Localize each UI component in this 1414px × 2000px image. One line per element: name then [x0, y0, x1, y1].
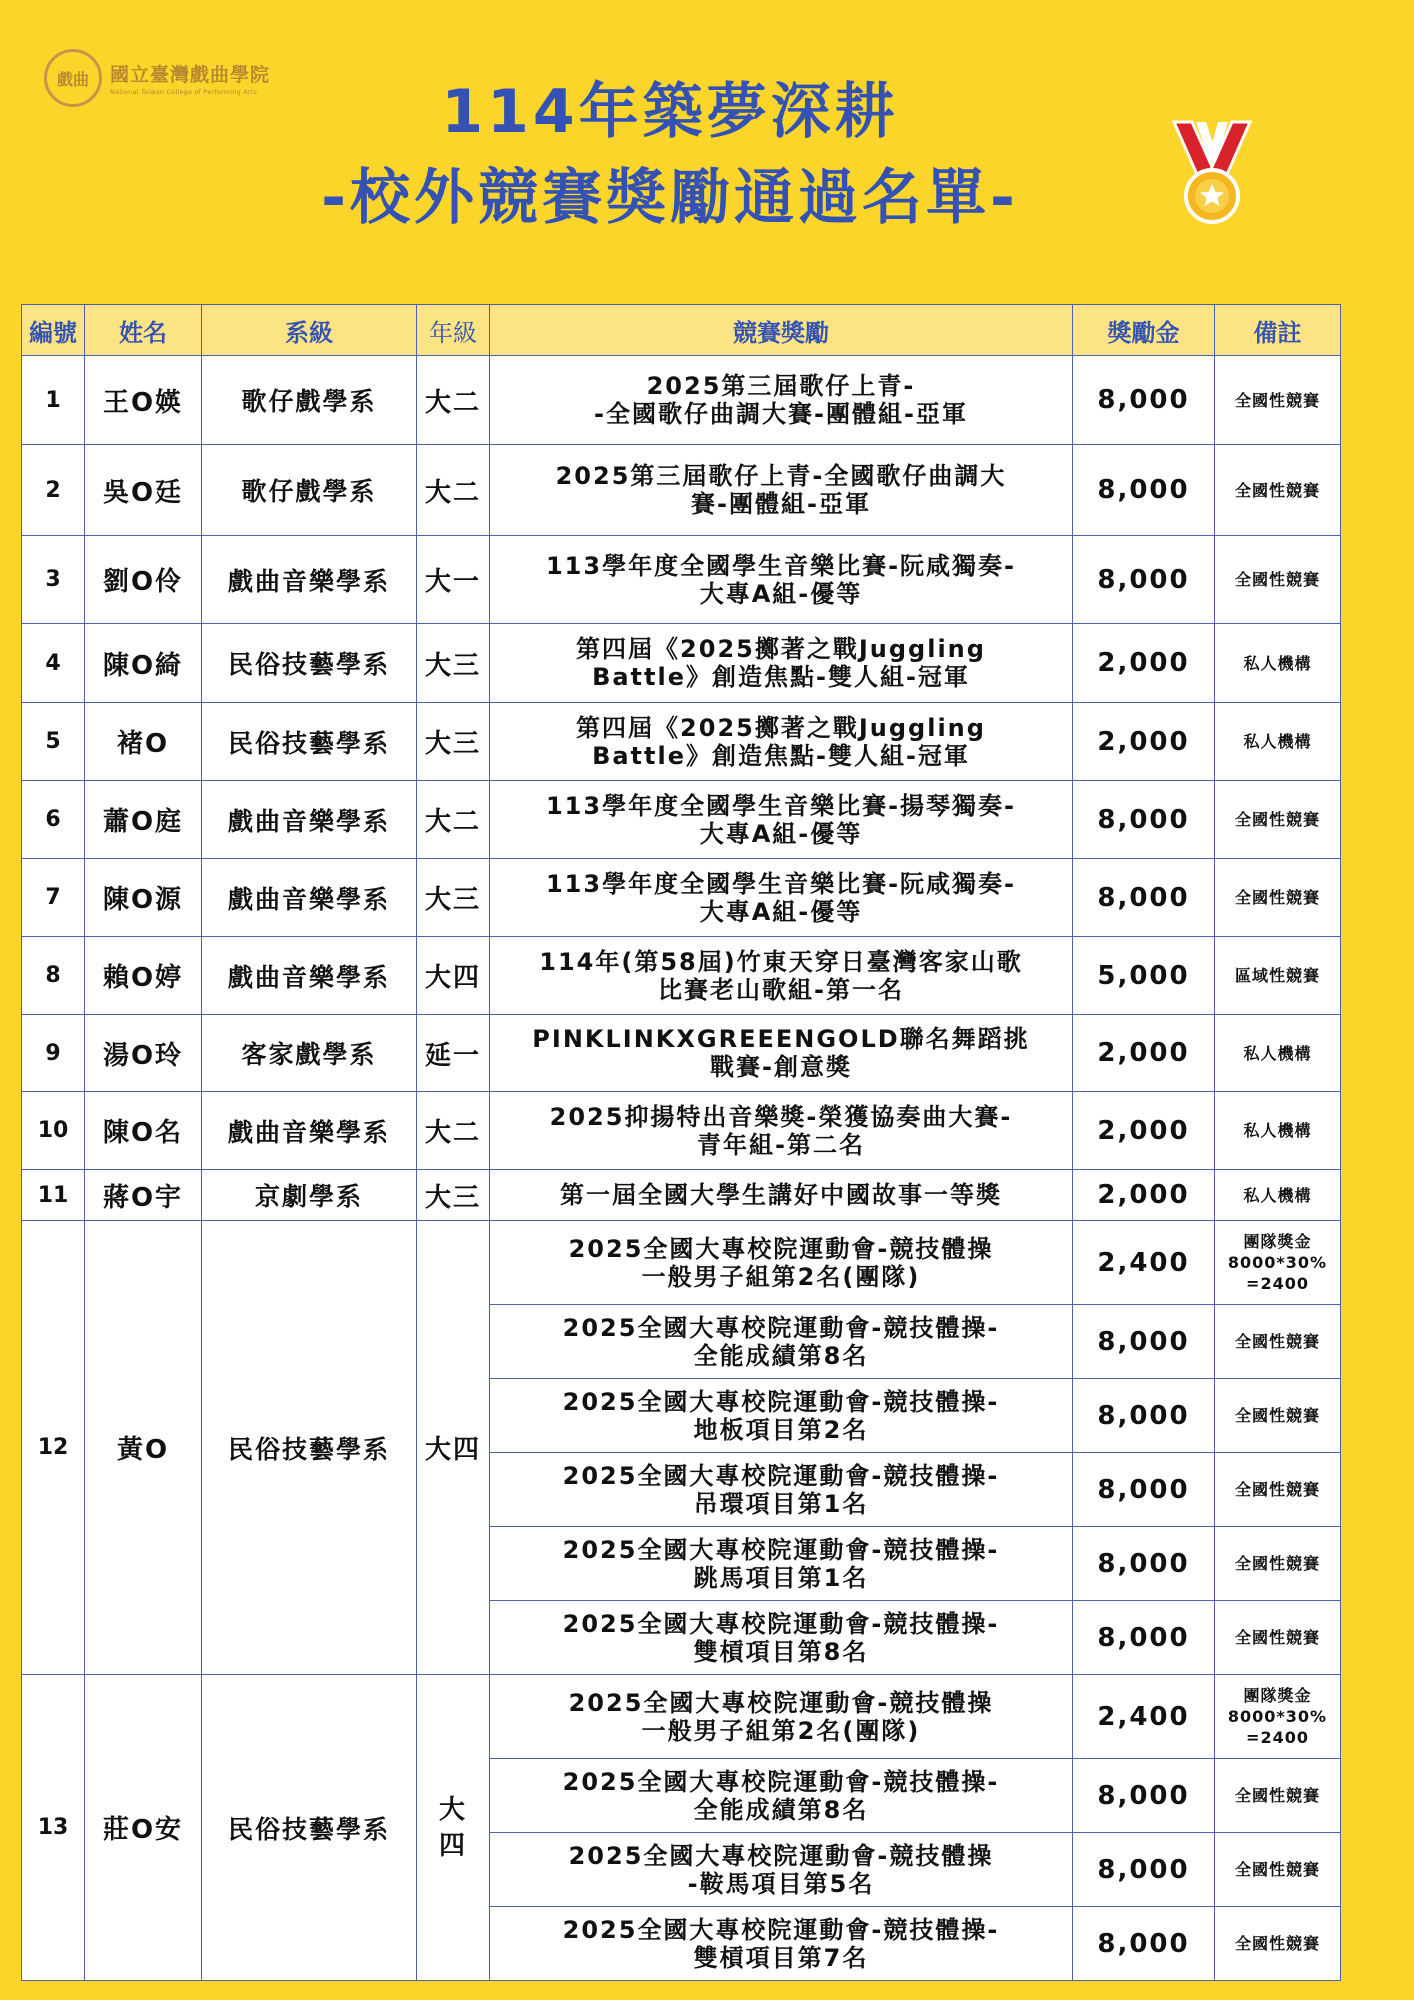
award-amount: 8,000 [1073, 536, 1215, 624]
award-description: 2025第三屆歌仔上青- -全國歌仔曲調大賽-團體組-亞軍 [490, 356, 1073, 445]
award-amount: 8,000 [1073, 781, 1215, 859]
grade: 大二 [417, 1092, 490, 1170]
student-name: 陳O綺 [85, 624, 202, 703]
grade: 大四 [417, 1221, 490, 1675]
note: 私人機構 [1215, 703, 1341, 781]
note: 全國性競賽 [1215, 536, 1341, 624]
row-number: 13 [22, 1675, 85, 1981]
department: 民俗技藝學系 [202, 703, 417, 781]
department: 戲曲音樂學系 [202, 1092, 417, 1170]
award-amount: 2,000 [1073, 703, 1215, 781]
grade: 大三 [417, 1170, 490, 1221]
award-description: 2025全國大專校院運動會-競技體操- 地板項目第2名 [490, 1379, 1073, 1453]
col-header-no: 編號 [22, 305, 85, 356]
col-header-amount: 獎勵金 [1073, 305, 1215, 356]
row-number: 10 [22, 1092, 85, 1170]
award-description: 第一屆全國大學生講好中國故事一等獎 [490, 1170, 1073, 1221]
row-number: 6 [22, 781, 85, 859]
table-row [22, 536, 1341, 624]
award-description: 114年(第58屆)竹東天穿日臺灣客家山歌 比賽老山歌組-第一名 [490, 937, 1073, 1015]
note: 全國性競賽 [1215, 1759, 1341, 1833]
note: 全國性競賽 [1215, 781, 1341, 859]
college-seal-icon: 戲曲 [44, 49, 102, 107]
award-description: 113學年度全國學生音樂比賽-阮咸獨奏- 大專A組-優等 [490, 536, 1073, 624]
note: 全國性競賽 [1215, 1305, 1341, 1379]
award-amount: 8,000 [1073, 1759, 1215, 1833]
award-description: 2025全國大專校院運動會-競技體操- 雙槓項目第7名 [490, 1907, 1073, 1981]
college-name: 國立臺灣戲曲學院 [110, 64, 271, 86]
row-number: 11 [22, 1170, 85, 1221]
note: 團隊獎金 8000*30% =2400 [1215, 1675, 1341, 1759]
student-name: 賴O婷 [85, 937, 202, 1015]
grade: 大三 [417, 703, 490, 781]
award-amount: 8,000 [1073, 859, 1215, 937]
grade: 大一 [417, 536, 490, 624]
medal-icon [1170, 118, 1254, 228]
note: 全國性競賽 [1215, 1527, 1341, 1601]
row-number: 4 [22, 624, 85, 703]
award-amount: 8,000 [1073, 1453, 1215, 1527]
student-name: 褚O [85, 703, 202, 781]
grade [417, 1675, 490, 1981]
note: 團隊獎金 8000*30% =2400 [1215, 1221, 1341, 1305]
award-amount: 2,000 [1073, 624, 1215, 703]
row-number: 7 [22, 859, 85, 937]
award-description: 第四屆《2025擲著之戰Juggling Battle》創造焦點-雙人組-冠軍 [490, 703, 1073, 781]
award-amount: 8,000 [1073, 1379, 1215, 1453]
row-number: 1 [22, 356, 85, 445]
page-title-line2: -校外競賽獎勵通過名單- [321, 163, 1019, 233]
table-row [22, 1675, 1341, 1759]
note: 私人機構 [1215, 624, 1341, 703]
note: 私人機構 [1215, 1170, 1341, 1221]
student-name: 劉O伶 [85, 536, 202, 624]
table-row [22, 1015, 1341, 1092]
department: 民俗技藝學系 [202, 624, 417, 703]
college-name-en: National Taiwan College of Performing Arts [110, 88, 258, 96]
award-description: 113學年度全國學生音樂比賽-揚琴獨奏- 大專A組-優等 [490, 781, 1073, 859]
student-name: 莊O安 [85, 1675, 202, 1981]
student-name: 蔣O宇 [85, 1170, 202, 1221]
page-title-line1: 114年築夢深耕 [441, 77, 899, 147]
award-amount: 8,000 [1073, 1601, 1215, 1675]
row-number: 5 [22, 703, 85, 781]
note: 全國性競賽 [1215, 1907, 1341, 1981]
table-row [22, 445, 1341, 536]
student-name: 湯O玲 [85, 1015, 202, 1092]
row-number: 12 [22, 1221, 85, 1675]
note: 區域性競賽 [1215, 937, 1341, 1015]
department: 戲曲音樂學系 [202, 937, 417, 1015]
grade: 大二 [417, 445, 490, 536]
table-row [22, 1092, 1341, 1170]
department: 京劇學系 [202, 1170, 417, 1221]
student-name: 王O媖 [85, 356, 202, 445]
award-amount: 8,000 [1073, 1527, 1215, 1601]
grade-vertical-text: 大四 [438, 1794, 467, 1861]
department: 戲曲音樂學系 [202, 536, 417, 624]
award-amount: 2,400 [1073, 1675, 1215, 1759]
row-number: 9 [22, 1015, 85, 1092]
row-number: 3 [22, 536, 85, 624]
grade: 大二 [417, 781, 490, 859]
award-description: 2025全國大專校院運動會-競技體操 -鞍馬項目第5名 [490, 1833, 1073, 1907]
note: 全國性競賽 [1215, 445, 1341, 536]
award-description: 113學年度全國學生音樂比賽-阮咸獨奏- 大專A組-優等 [490, 859, 1073, 937]
award-description: 2025全國大專校院運動會-競技體操- 吊環項目第1名 [490, 1453, 1073, 1527]
note: 全國性競賽 [1215, 1601, 1341, 1675]
award-amount: 8,000 [1073, 1907, 1215, 1981]
grade: 大二 [417, 356, 490, 445]
department: 戲曲音樂學系 [202, 859, 417, 937]
award-amount: 5,000 [1073, 937, 1215, 1015]
award-table [21, 304, 1341, 1981]
student-name: 吳O廷 [85, 445, 202, 536]
note: 全國性競賽 [1215, 356, 1341, 445]
col-header-grade: 年級 [417, 305, 490, 356]
award-description: 2025全國大專校院運動會-競技體操 一般男子組第2名(團隊) [490, 1675, 1073, 1759]
col-header-award: 競賽獎勵 [490, 305, 1073, 356]
award-amount: 2,400 [1073, 1221, 1215, 1305]
note: 全國性競賽 [1215, 859, 1341, 937]
col-header-dept: 系級 [202, 305, 417, 356]
student-name: 陳O源 [85, 859, 202, 937]
award-description: 2025第三屆歌仔上青-全國歌仔曲調大 賽-團體組-亞軍 [490, 445, 1073, 536]
row-number: 8 [22, 937, 85, 1015]
department: 民俗技藝學系 [202, 1675, 417, 1981]
note: 全國性競賽 [1215, 1453, 1341, 1527]
grade: 延一 [417, 1015, 490, 1092]
table-row [22, 781, 1341, 859]
grade: 大三 [417, 859, 490, 937]
table-row [22, 624, 1341, 703]
department: 戲曲音樂學系 [202, 781, 417, 859]
award-amount: 8,000 [1073, 1305, 1215, 1379]
note: 私人機構 [1215, 1015, 1341, 1092]
award-description: 2025全國大專校院運動會-競技體操 一般男子組第2名(團隊) [490, 1221, 1073, 1305]
award-description: 2025全國大專校院運動會-競技體操- 雙槓項目第8名 [490, 1601, 1073, 1675]
table-row [22, 937, 1341, 1015]
col-header-name: 姓名 [85, 305, 202, 356]
student-name: 陳O名 [85, 1092, 202, 1170]
note: 全國性競賽 [1215, 1379, 1341, 1453]
award-description: PINKLINKXGREEENGOLD聯名舞蹈挑 戰賽-創意獎 [490, 1015, 1073, 1092]
award-amount: 2,000 [1073, 1092, 1215, 1170]
award-amount: 2,000 [1073, 1170, 1215, 1221]
department: 歌仔戲學系 [202, 356, 417, 445]
table-header-row [22, 305, 1341, 356]
student-name: 蕭O庭 [85, 781, 202, 859]
table-row [22, 859, 1341, 937]
grade: 大三 [417, 624, 490, 703]
award-amount: 8,000 [1073, 356, 1215, 445]
award-description: 2025全國大專校院運動會-競技體操- 跳馬項目第1名 [490, 1527, 1073, 1601]
col-header-note: 備註 [1215, 305, 1341, 356]
table-row [22, 356, 1341, 445]
table-row [22, 1170, 1341, 1221]
award-amount: 8,000 [1073, 445, 1215, 536]
award-description: 2025抑揚特出音樂獎-榮獲協奏曲大賽- 青年組-第二名 [490, 1092, 1073, 1170]
award-description: 2025全國大專校院運動會-競技體操- 全能成績第8名 [490, 1305, 1073, 1379]
award-amount: 2,000 [1073, 1015, 1215, 1092]
table-row [22, 1221, 1341, 1305]
award-amount: 8,000 [1073, 1833, 1215, 1907]
department: 民俗技藝學系 [202, 1221, 417, 1675]
award-description: 2025全國大專校院運動會-競技體操- 全能成績第8名 [490, 1759, 1073, 1833]
grade: 大四 [417, 937, 490, 1015]
table-row [22, 703, 1341, 781]
row-number: 2 [22, 445, 85, 536]
award-description: 第四屆《2025擲著之戰Juggling Battle》創造焦點-雙人組-冠軍 [490, 624, 1073, 703]
department: 歌仔戲學系 [202, 445, 417, 536]
note: 全國性競賽 [1215, 1833, 1341, 1907]
student-name: 黃O [85, 1221, 202, 1675]
department: 客家戲學系 [202, 1015, 417, 1092]
note: 私人機構 [1215, 1092, 1341, 1170]
